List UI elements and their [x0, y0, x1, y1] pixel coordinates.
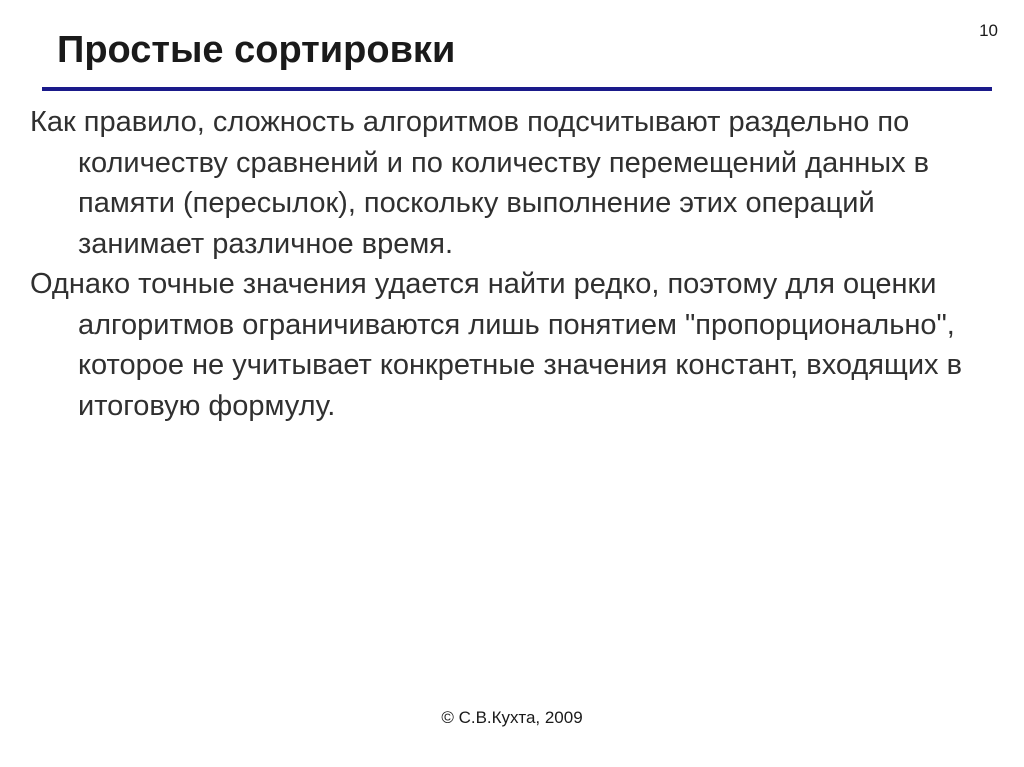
slide-title: Простые сортировки [57, 29, 456, 71]
slide-body [30, 102, 1000, 426]
title-divider [42, 87, 992, 91]
paragraph-1: Как правило, сложность алгоритмов подсчитывают раздельно по количеству сравнений и по количеству перемещений данных в памяти (пересылок), поскольку выполнение этих операций занимает различное время. [30, 106, 930, 260]
footer-copyright: © С.В.Кухта, 2009 [441, 708, 583, 727]
page-number: 10 [979, 21, 998, 40]
paragraph-2: Однако точные значения удается найти редко, поэтому для оценки алгоритмов ограничиваются лишь понятием "пропорционально", которое не учитывает конкретные значения констант, входящих в итоговую формулу. [30, 268, 963, 422]
